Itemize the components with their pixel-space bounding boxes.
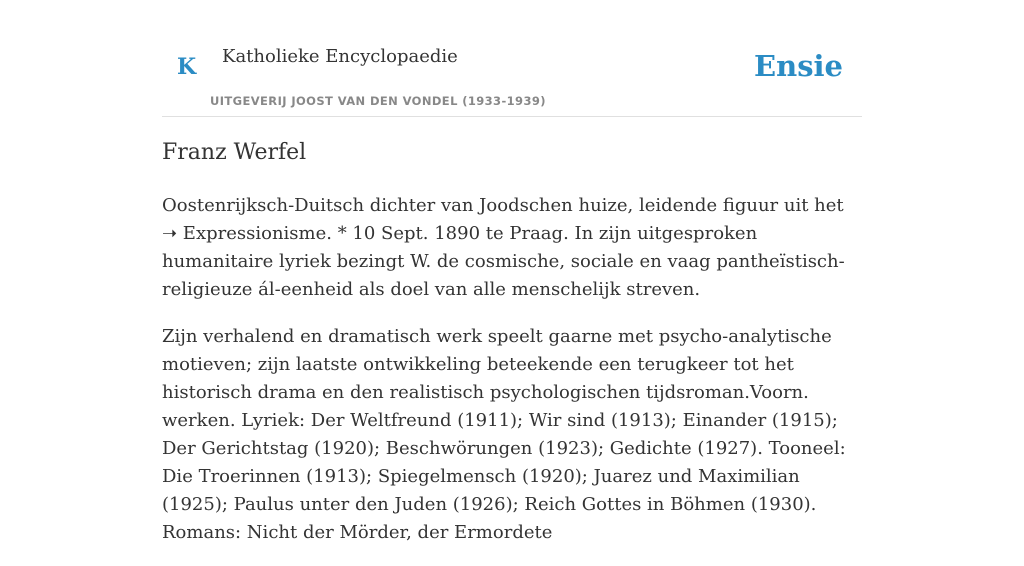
publisher-subtitle: UITGEVERIJ JOOST VAN DEN VONDEL (1933-1939) xyxy=(210,94,546,108)
ensie-logo[interactable]: Ensie xyxy=(754,49,843,83)
publication-title[interactable]: Katholieke Encyclopaedie xyxy=(222,46,458,67)
article-title: Franz Werfel xyxy=(162,140,307,165)
site-header xyxy=(162,0,862,117)
k-logo-icon[interactable]: K xyxy=(177,54,197,80)
article-body xyxy=(162,192,862,566)
article-paragraph-1: Oostenrijksch-Duitsch dichter van Joodschen huize, leidende figuur uit het ➝ Expressionisme. * 10 Sept. 1890 te Praag. In zijn uitgesproken humanitaire lyriek bezingt W. de cosmische, sociale en vaag pantheïstisch-religieuze ál-eenheid als doel van alle menschelijk streven. xyxy=(162,195,845,300)
article-paragraph-2: Zijn verhalend en dramatisch werk speelt gaarne met psycho-analytische motieven; zijn laatste ontwikkeling beteekende een terugkeer tot het historisch drama en den realistisch psychologischen tijdsroman.Voorn. werken. Lyriek: Der Weltfreund (1911); Wir sind (1913); Einander (1915); Der Gerichtstag (1920); Beschwörungen (1923); Gedichte (1927). Tooneel: Die Troerinnen (1913); Spiegelmensch (1920); Juarez und Maximilian (1925); Paulus unter den Juden (1926); Reich Gottes in Böhmen (1930). Romans: Nicht der Mörder, der Ermordete xyxy=(162,326,846,543)
page-container xyxy=(162,0,862,543)
